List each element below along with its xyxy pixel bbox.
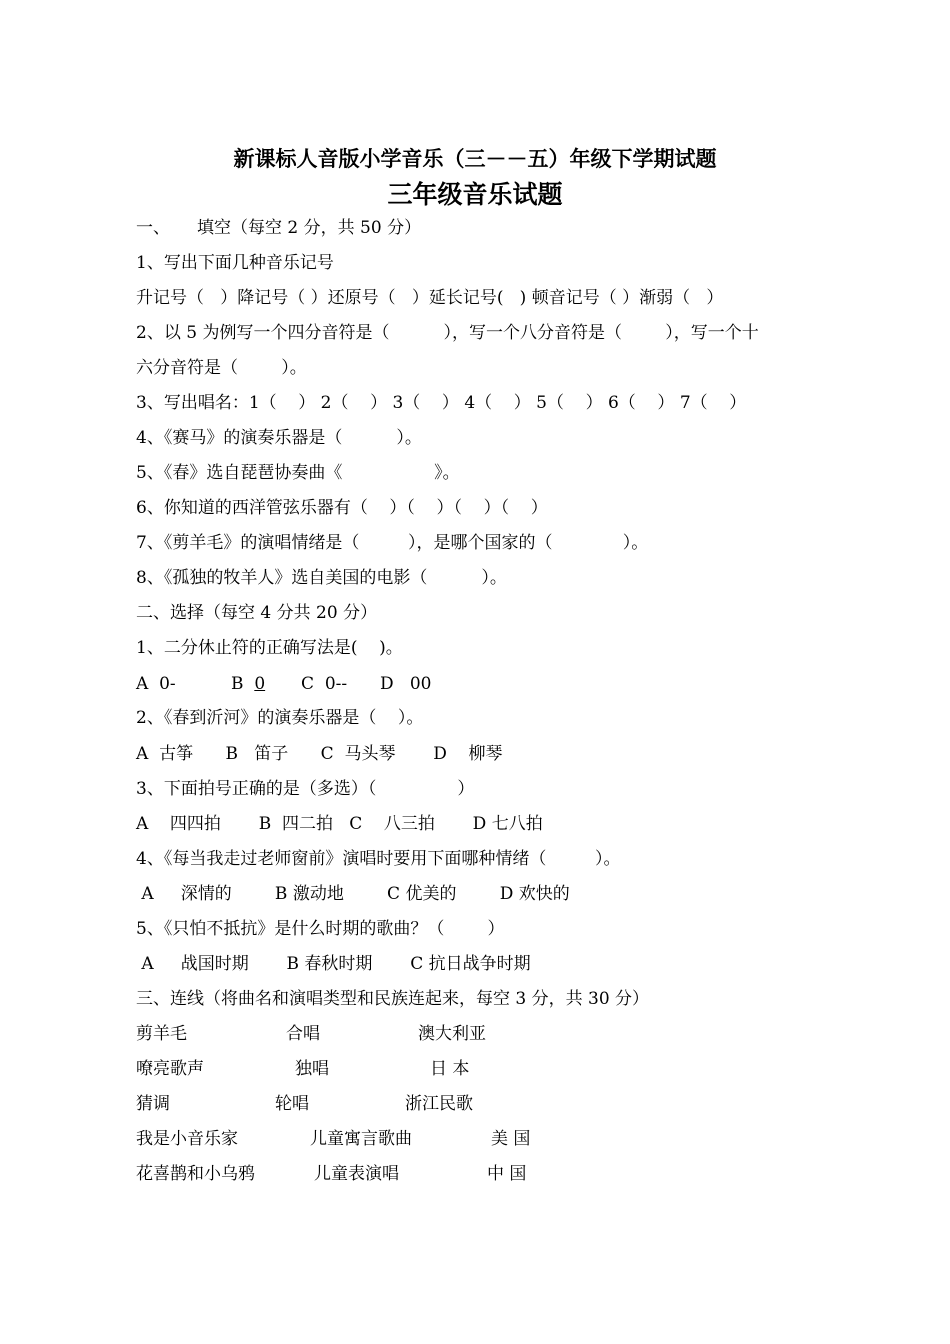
question-text: 6、你知道的西洋管弦乐器有（ ）（ ）（ ）（ ）: [136, 498, 548, 518]
section1-heading: 一、 填空（每空 2 分，共 50 分）: [136, 218, 422, 238]
options-row: A 战国时期 B 春秋时期 C 抗日战争时期: [136, 954, 531, 974]
question-text: 2、以 5 为例写一个四分音符是（ ），写一个八分音符是（ ），写一个十: [136, 323, 759, 343]
song-name: 猜调: [136, 1094, 170, 1114]
song-name: 花喜鹊和小乌鸦: [136, 1164, 255, 1184]
question-text: 8、《孤独的牧羊人》选自美国的电影（ ）。: [136, 568, 507, 588]
singing-type: 儿童表演唱: [314, 1164, 399, 1184]
question-text: 7、《剪羊毛》的演唱情绪是（ ），是哪个国家的（ ）。: [136, 533, 649, 553]
question-text: 1、二分休止符的正确写法是( )。: [136, 638, 403, 658]
question-text: 4、《赛马》的演奏乐器是（ ）。: [136, 428, 422, 448]
origin: 中 国: [487, 1164, 527, 1184]
question-text: 5、《春》选自琵琶协奏曲《 》。: [136, 463, 460, 483]
singing-type: 轮唱: [275, 1094, 309, 1114]
singing-type: 合唱: [286, 1024, 320, 1044]
exam-title: 新课标人音版小学音乐（三－－五）年级下学期试题: [233, 146, 717, 171]
song-name: 我是小音乐家: [136, 1129, 238, 1149]
section2-heading: 二、选择（每空 4 分共 20 分）: [136, 603, 378, 623]
origin: 日 本: [430, 1059, 470, 1079]
origin: 浙江民歌: [405, 1094, 473, 1114]
question-text: 3、写出唱名：1（ ） 2（ ） 3（ ） 4（ ） 5（ ） 6（ ） 7（ ）: [136, 393, 747, 413]
section3-heading: 三、连线（将曲名和演唱类型和民族连起来，每空 3 分，共 30 分）: [136, 989, 650, 1009]
option-a: A 0-: [136, 674, 176, 694]
question-text: 2、《春到沂河》的演奏乐器是（ ）。: [136, 708, 424, 728]
options-row: A 深情的 B 激动地 C 优美的 D 欢快的: [136, 884, 570, 904]
question-text: 升记号（ ）降记号（ ）还原号（ ）延长记号( ) 顿音记号（ ）渐弱（ ）: [136, 288, 724, 308]
song-name: 嘹亮歌声: [136, 1059, 204, 1079]
question-text: 4、《每当我走过老师窗前》演唱时要用下面哪种情绪（ ）。: [136, 849, 621, 869]
origin: 美 国: [491, 1129, 531, 1149]
option-d: D 00: [380, 674, 432, 694]
options-row: A 古筝 B 笛子 C 马头琴 D 柳琴: [136, 744, 503, 764]
option-b: [231, 673, 265, 695]
origin: 澳大利亚: [418, 1024, 486, 1044]
question-text: 5、《只怕不抵抗》是什么时期的歌曲？（ ）: [136, 919, 505, 939]
options-row: A 四四拍 B 四二拍 C 八三拍 D 七八拍: [136, 814, 543, 834]
question-text: 1、写出下面几种音乐记号: [136, 253, 334, 273]
option-b-value: 0: [254, 674, 266, 694]
question-text: 六分音符是（ ）。: [136, 358, 307, 378]
exam-subtitle: 三年级音乐试题: [387, 180, 563, 209]
option-c: C 0--: [301, 674, 348, 694]
question-text: 3、下面拍号正确的是（多选）（ ）: [136, 779, 475, 799]
song-name: 剪羊毛: [136, 1024, 187, 1044]
singing-type: 儿童寓言歌曲: [310, 1129, 412, 1149]
singing-type: 独唱: [295, 1059, 329, 1079]
option-b-prefix: B: [231, 674, 255, 694]
